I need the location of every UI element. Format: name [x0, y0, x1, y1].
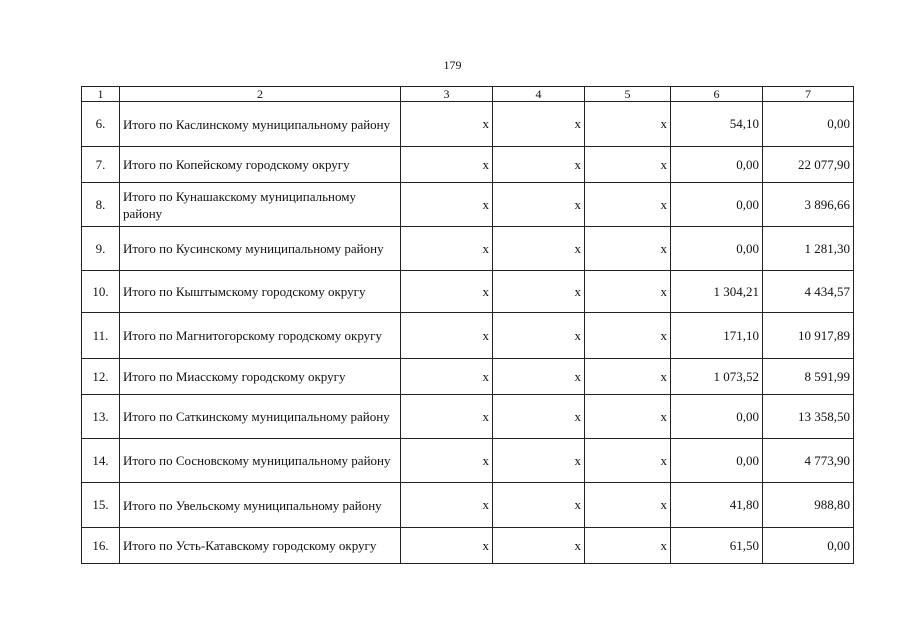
cell-col3: х	[401, 359, 493, 395]
cell-col6: 54,10	[671, 102, 763, 147]
cell-col7: 1 281,30	[763, 227, 854, 271]
cell-col4: х	[493, 439, 585, 483]
cell-col3: х	[401, 483, 493, 528]
column-header: 3	[401, 87, 493, 102]
cell-col6: 0,00	[671, 439, 763, 483]
cell-col6: 171,10	[671, 313, 763, 359]
cell-col5: х	[585, 183, 671, 227]
row-name: Итого по Усть-Катавскому городскому округу	[120, 528, 401, 564]
table-row	[82, 313, 854, 359]
row-name: Итого по Каслинскому муниципальному району	[120, 102, 401, 147]
column-header: 5	[585, 87, 671, 102]
cell-col3: х	[401, 313, 493, 359]
header-row	[82, 87, 854, 102]
cell-col5: х	[585, 483, 671, 528]
cell-col6: 0,00	[671, 395, 763, 439]
cell-col6: 0,00	[671, 147, 763, 183]
cell-col6: 0,00	[671, 227, 763, 271]
page-number: 179	[443, 58, 462, 72]
cell-col4: х	[493, 102, 585, 147]
row-name: Итого по Магнитогорскому городскому округу	[120, 313, 401, 359]
cell-col7: 3 896,66	[763, 183, 854, 227]
row-name: Итого по Кыштымскому городскому округу	[120, 271, 401, 313]
cell-col5: х	[585, 395, 671, 439]
cell-col7: 4 773,90	[763, 439, 854, 483]
row-number: 15.	[82, 483, 120, 528]
table-row	[82, 439, 854, 483]
row-number: 11.	[82, 313, 120, 359]
row-name: Итого по Увельскому муниципальному району	[120, 483, 401, 528]
cell-col7: 0,00	[763, 528, 854, 564]
column-header: 7	[763, 87, 854, 102]
cell-col7: 4 434,57	[763, 271, 854, 313]
cell-col5: х	[585, 439, 671, 483]
cell-col6: 0,00	[671, 183, 763, 227]
cell-col6: 41,80	[671, 483, 763, 528]
row-number: 12.	[82, 359, 120, 395]
row-name: Итого по Кусинскому муниципальному району	[120, 227, 401, 271]
cell-col3: х	[401, 439, 493, 483]
row-name: Итого по Копейскому городскому округу	[120, 147, 401, 183]
cell-col7: 13 358,50	[763, 395, 854, 439]
cell-col4: х	[493, 271, 585, 313]
table-row	[82, 147, 854, 183]
cell-col5: х	[585, 102, 671, 147]
row-number: 9.	[82, 227, 120, 271]
cell-col5: х	[585, 313, 671, 359]
cell-col3: х	[401, 395, 493, 439]
cell-col5: х	[585, 147, 671, 183]
cell-col4: х	[493, 313, 585, 359]
column-header: 2	[120, 87, 401, 102]
table-row	[82, 227, 854, 271]
table-row	[82, 183, 854, 227]
cell-col5: х	[585, 227, 671, 271]
row-name: Итого по Сосновскому муниципальному району	[120, 439, 401, 483]
row-number: 16.	[82, 528, 120, 564]
cell-col3: х	[401, 147, 493, 183]
cell-col7: 0,00	[763, 102, 854, 147]
cell-col4: х	[493, 359, 585, 395]
row-number: 10.	[82, 271, 120, 313]
row-number: 8.	[82, 183, 120, 227]
column-header: 4	[493, 87, 585, 102]
column-header: 6	[671, 87, 763, 102]
row-name: Итого по Кунашакскому муниципальному району	[120, 183, 401, 227]
cell-col7: 988,80	[763, 483, 854, 528]
row-number: 14.	[82, 439, 120, 483]
cell-col3: х	[401, 183, 493, 227]
cell-col4: х	[493, 227, 585, 271]
cell-col3: х	[401, 102, 493, 147]
cell-col3: х	[401, 271, 493, 313]
cell-col5: х	[585, 359, 671, 395]
table-row	[82, 483, 854, 528]
row-number: 13.	[82, 395, 120, 439]
cell-col7: 22 077,90	[763, 147, 854, 183]
cell-col4: х	[493, 483, 585, 528]
row-number: 6.	[82, 102, 120, 147]
cell-col3: х	[401, 227, 493, 271]
cell-col5: х	[585, 271, 671, 313]
cell-col4: х	[493, 395, 585, 439]
data-table	[81, 86, 854, 564]
table-row	[82, 395, 854, 439]
cell-col4: х	[493, 528, 585, 564]
cell-col7: 8 591,99	[763, 359, 854, 395]
row-name: Итого по Миасскому городскому округу	[120, 359, 401, 395]
table-row	[82, 528, 854, 564]
cell-col7: 10 917,89	[763, 313, 854, 359]
cell-col4: х	[493, 147, 585, 183]
cell-col4: х	[493, 183, 585, 227]
table-row	[82, 359, 854, 395]
table-row	[82, 271, 854, 313]
cell-col6: 1 304,21	[671, 271, 763, 313]
row-number: 7.	[82, 147, 120, 183]
cell-col5: х	[585, 528, 671, 564]
column-header: 1	[82, 87, 120, 102]
cell-col3: х	[401, 528, 493, 564]
cell-col6: 1 073,52	[671, 359, 763, 395]
row-name: Итого по Саткинскому муниципальному району	[120, 395, 401, 439]
table-row	[82, 102, 854, 147]
cell-col6: 61,50	[671, 528, 763, 564]
